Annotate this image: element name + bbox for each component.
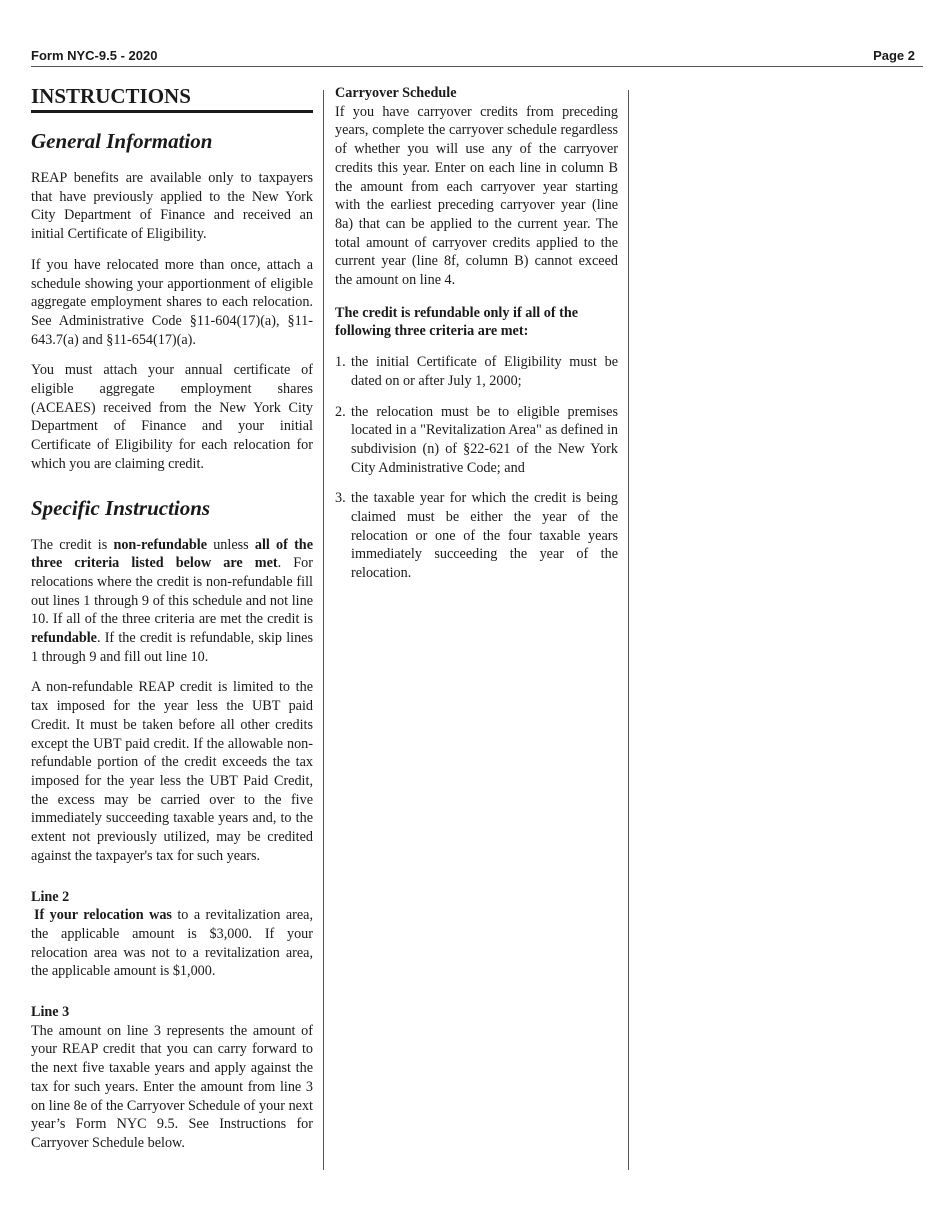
column-divider-right bbox=[628, 90, 629, 1170]
criteria-item-2: 2. the relocation must be to eligible premises located in a "Revitalization Area" as defined in subdivision (n) of §22-621 of the New York City Administrative Code; and bbox=[335, 403, 618, 476]
specific-instructions-heading: Specific Instructions bbox=[31, 495, 211, 520]
general-paragraph-1: REAP benefits are available only to taxpayers that have previously applied to the New York City Department of Finance and received an initial Certificate of Eligibility. bbox=[31, 170, 313, 243]
line3-paragraph: The amount on line 3 represents the amount of your REAP credit that you can carry forward to the next five taxable years and apply against the tax for such years. Enter the amount from line 3 on line 8e of the Carryover Schedule of your next year’s Form NYC 9.5. See Instructions for Carryover Schedule below. bbox=[31, 1022, 313, 1151]
specific-paragraph-1: The credit is non-refundable unless all of the three criteria listed below are met. For relocations where the credit is non-refundable fill out lines 1 through 9 of this schedule and not line 10. If all of the three criteria are met the credit is refundable. If the credit is refundable, skip lines 1 through 9 and fill out line 10. bbox=[31, 536, 313, 665]
carryover-heading: Carryover Schedule bbox=[335, 85, 457, 101]
criteria-item-3: 3. the taxable year for which the credit is being claimed must be either the year of the relocation or one of the four taxable years immediately succeeding the year of the relocation. bbox=[335, 490, 618, 582]
form-label: Form NYC-9.5 - 2020 bbox=[31, 48, 158, 63]
criteria-item-1: 1. the initial Certificate of Eligibility must be dated on or after July 1, 2000; bbox=[335, 354, 618, 389]
page-number: Page 2 bbox=[873, 48, 915, 63]
column-divider-left bbox=[323, 90, 324, 1170]
general-paragraph-2: If you have relocated more than once, attach a schedule showing your apportionment of eligible aggregate employment shares to each relocation. See Administrative Code §11-604(17)(a), §11-643.7(a) and §11-654(17)(a). bbox=[31, 256, 313, 348]
general-information-heading: General Information bbox=[31, 129, 213, 153]
specific-paragraph-2: A non-refundable REAP credit is limited to the tax imposed for the year less the UBT paid Credit. It must be taken before all other credits except the UBT paid credit. If the allowable non-refundable portion of the credit exceeds the tax imposed for the year less the UBT Paid Credit, the excess may be carried over to the five immediately succeeding taxable years and, to the extent not previously utilized, may be credited against the taxpayer's tax for such years. bbox=[31, 679, 313, 864]
line2-paragraph: If your relocation was to a revitalization area, the applicable amount is $3,000. If your relocation area was not to a revitalization area, the applicable amount is $1,000. bbox=[31, 907, 314, 980]
general-paragraph-3: You must attach your annual certificate of eligible aggregate employment shares (ACEAES) received from the New York City Department of Finance and your initial Certificate of Eligibility for each relocation for which you are claiming credit. bbox=[31, 362, 313, 472]
right-column bbox=[335, 84, 618, 595]
refundable-criteria-heading: The credit is refundable only if all of the following three criteria are met: bbox=[335, 304, 579, 340]
carryover-paragraph: If you have carryover credits from preceding years, complete the carryover schedule regardless of whether you will use any of the carryover credits this year. Enter on each line in column B the amount from each carryover year starting with the earliest preceding carryover year (line 8a) that can be applied to the current year. The total amount of carryover credits applied to the current year (line 8f, column B) cannot exceed the amount on line 4. bbox=[335, 103, 618, 289]
left-column bbox=[31, 84, 313, 1165]
instructions-title: INSTRUCTIONS bbox=[31, 84, 313, 113]
header-divider bbox=[31, 66, 923, 67]
line3-heading: Line 3 bbox=[31, 1004, 70, 1021]
line2-heading: Line 2 bbox=[31, 888, 70, 905]
